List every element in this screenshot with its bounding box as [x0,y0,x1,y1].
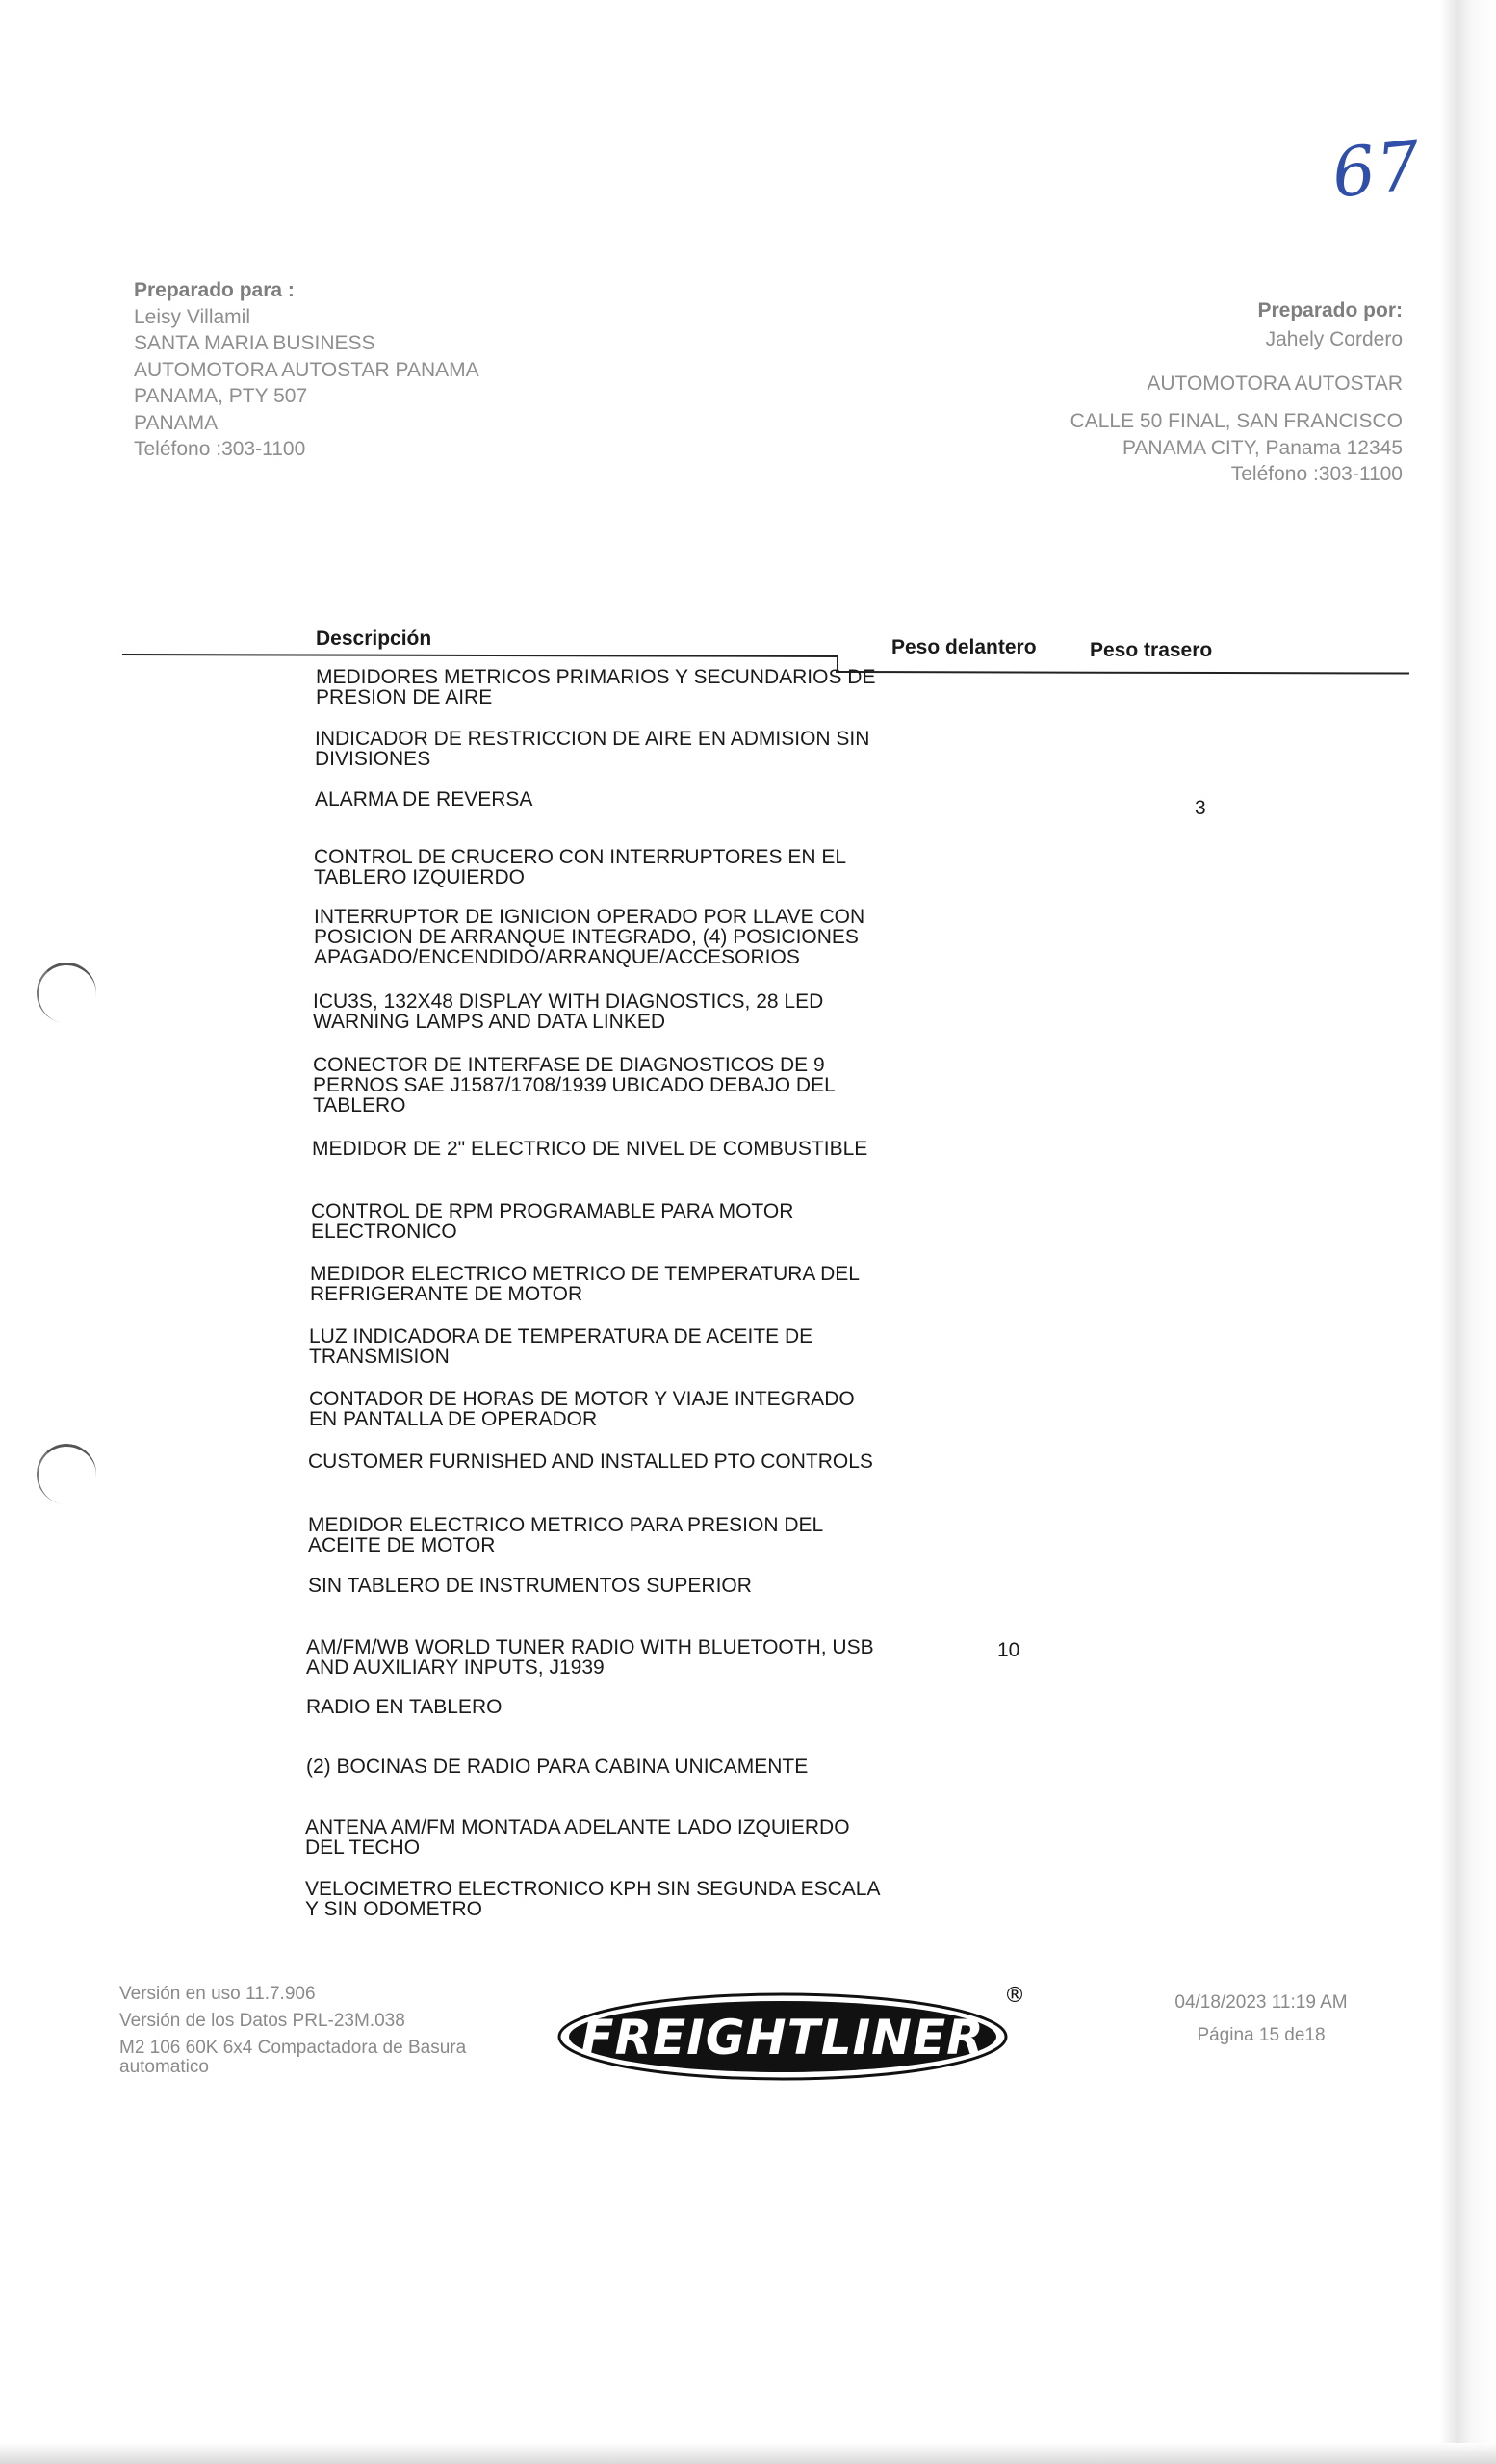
table-row-description: MEDIDORES METRICOS PRIMARIOS Y SECUNDARIOS DE PRESION DE AIRE [316,666,876,708]
prepared-for-line: Teléfono :303-1100 [134,438,306,460]
column-header-rear-weight: Peso trasero [1090,639,1213,661]
footer-data-version: Versión de los Datos PRL-23M.038 [119,2011,405,2031]
table-row-description: VELOCIMETRO ELECTRONICO KPH SIN SEGUNDA ESCALA Y SIN ODOMETRO [305,1878,880,1920]
prepared-by-block [902,296,1403,488]
footer-version-block [119,1981,504,2077]
column-header-description: Descripción [316,628,432,650]
table-row-rear-weight: 3 [1195,797,1206,819]
handwritten-page-number: 67 [1328,125,1427,214]
table-row-description: CONTADOR DE HORAS DE MOTOR Y VIAJE INTEGRADO EN PANTALLA DE OPERADOR [309,1388,855,1430]
brand-wordmark: FREIGHTLINER [580,2010,985,2066]
table-row-description: ALARMA DE REVERSA [315,788,533,810]
prepared-for-line: PANAMA, PTY 507 [134,385,308,407]
prepared-by-header: Preparado por: [1257,299,1403,321]
table-row-description: MEDIDOR DE 2" ELECTRICO DE NIVEL DE COMBUSTIBLE [312,1138,868,1160]
footer-datetime: 04/18/2023 11:19 AM [1174,1992,1348,2013]
prepared-by-phone: Teléfono :303-1100 [1230,463,1403,485]
prepared-for-line: SANTA MARIA BUSINESS [134,332,375,354]
table-row-description: CUSTOMER FURNISHED AND INSTALLED PTO CONTROLS [308,1450,873,1473]
table-row-description: MEDIDOR ELECTRICO METRICO DE TEMPERATURA DEL REFRIGERANTE DE MOTOR [310,1263,860,1305]
table-row-description: INDICADOR DE RESTRICCION DE AIRE EN ADMISION SIN DIVISIONES [315,728,870,770]
prepared-by-company: AUTOMOTORA AUTOSTAR [1147,372,1403,395]
table-row-description: CONTROL DE RPM PROGRAMABLE PARA MOTOR ELECTRONICO [311,1200,794,1243]
prepared-for-line: PANAMA [134,411,219,434]
table-row-description: INTERRUPTOR DE IGNICION OPERADO POR LLAVE CON POSICION DE ARRANQUE INTEGRADO, (4) POSICIONES APAGADO/ENCENDIDO/ARRANQUE/ACCESORIOS [314,906,865,968]
footer-model: M2 106 60K 6x4 Compactadora de Basura automatico [119,2038,467,2077]
prepared-for-line: AUTOMOTORA AUTOSTAR PANAMA [134,358,479,381]
prepared-by-name: Jahely Cordero [1265,328,1403,350]
registered-mark: ® [1004,1984,1025,2008]
table-row-description: CONTROL DE CRUCERO CON INTERRUPTORES EN EL TABLERO IZQUIERDO [314,846,846,888]
header-rule-left [122,654,838,657]
table-row-description: ICU3S, 132X48 DISPLAY WITH DIAGNOSTICS, 28 LED WARNING LAMPS AND DATA LINKED [313,990,824,1033]
punch-hole-top [33,959,100,1027]
footer-page-number: Página 15 de18 [1197,2025,1326,2045]
table-row-description: CONECTOR DE INTERFASE DE DIAGNOSTICOS DE 9 PERNOS SAE J1587/1708/1939 UBICADO DEBAJO DEL TABLERO [313,1054,835,1116]
prepared-for-header: Preparado para : [134,279,295,301]
freightliner-logo [555,1981,1036,2092]
table-row-description: MEDIDOR ELECTRICO METRICO PARA PRESION DEL ACEITE DE MOTOR [308,1514,823,1556]
table-row-description: RADIO EN TABLERO [306,1696,503,1718]
scan-bottom-edge [0,2443,1496,2464]
prepared-by-address2: PANAMA CITY, Panama 12345 [1122,436,1403,459]
column-header-front-weight: Peso delantero [891,636,1037,658]
table-row-description: AM/FM/WB WORLD TUNER RADIO WITH BLUETOOTH, USB AND AUXILIARY INPUTS, J1939 [306,1636,874,1679]
footer-version-in-use: Versión en uso 11.7.906 [119,1984,316,2004]
table-row-front-weight: 10 [997,1639,1020,1661]
table-row-description: ANTENA AM/FM MONTADA ADELANTE LADO IZQUIERDO DEL TECHO [305,1816,850,1859]
table-row-description: LUZ INDICADORA DE TEMPERATURA DE ACEITE DE TRANSMISION [309,1325,813,1368]
footer-date-page-block [1136,1987,1386,2052]
prepared-for-line: Leisy Villamil [134,305,250,328]
table-row-description: (2) BOCINAS DE RADIO PARA CABINA UNICAMENTE [306,1756,809,1778]
table-row-description: SIN TABLERO DE INSTRUMENTOS SUPERIOR [308,1575,752,1597]
prepared-by-address1: CALLE 50 FINAL, SAN FRANCISCO [1070,410,1403,432]
scan-page-edge [1440,0,1496,2464]
prepared-for-block [134,277,479,463]
punch-hole-bottom [33,1440,100,1508]
header-rule-right [836,671,1409,675]
